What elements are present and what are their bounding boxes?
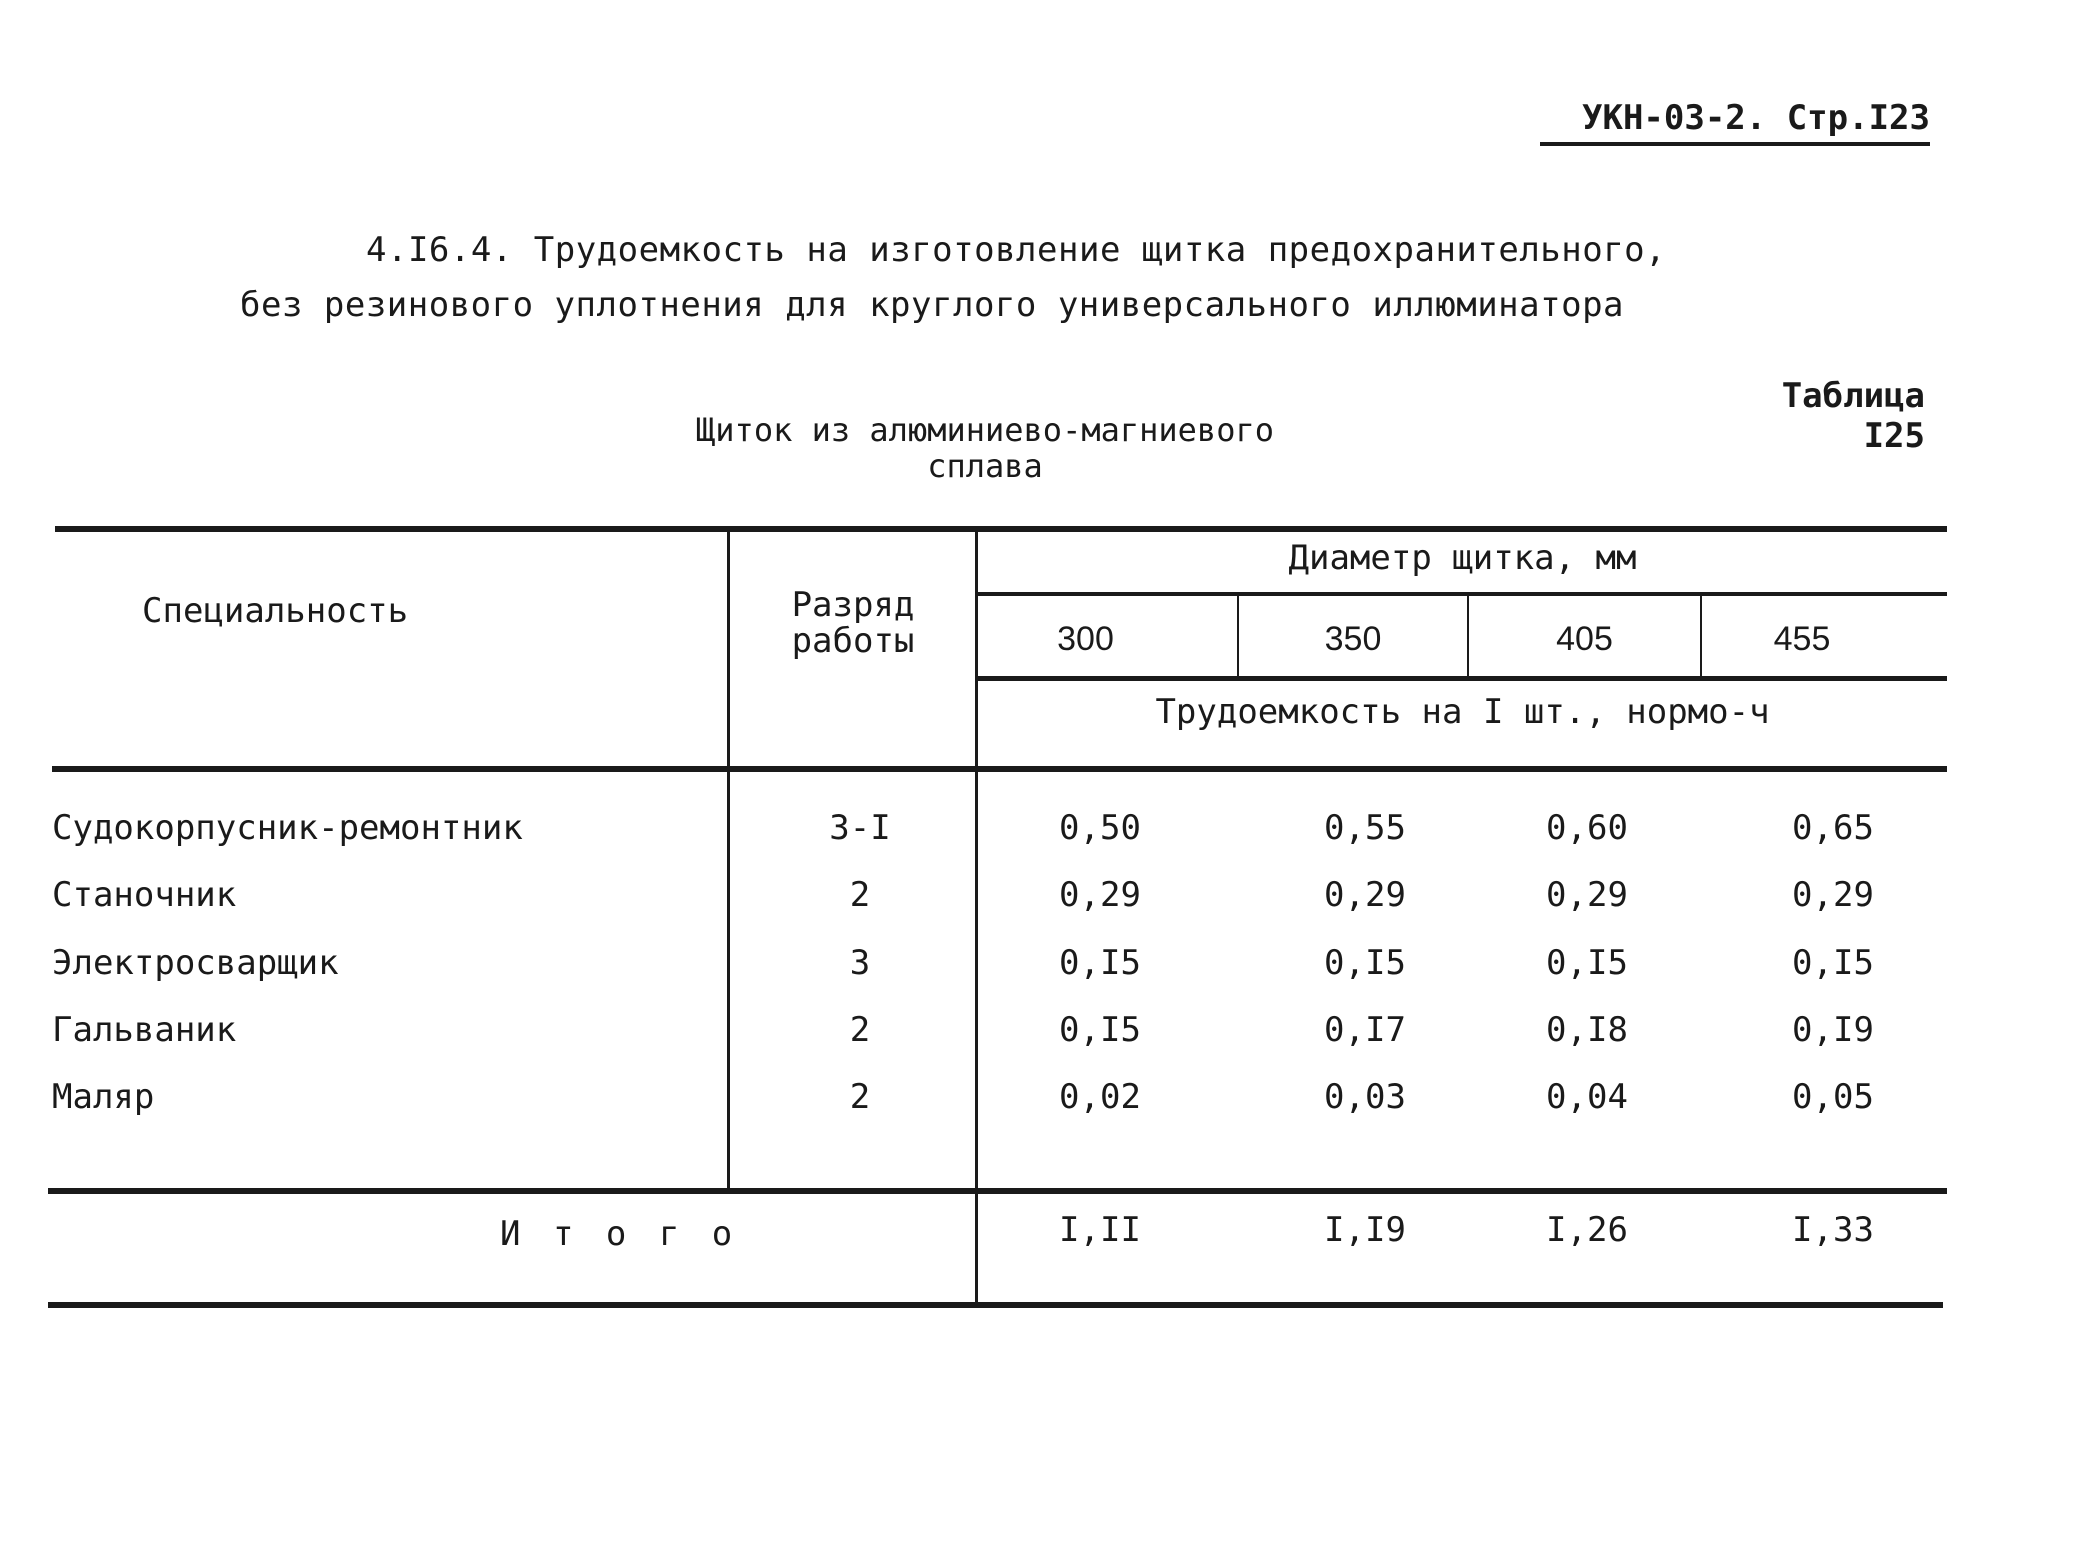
header-diameter-405: 405 bbox=[1556, 620, 1613, 658]
row-value-405: 0,29 bbox=[1546, 875, 1628, 915]
diameters-underline-rule bbox=[978, 676, 1947, 681]
total-300: I,II bbox=[1059, 1210, 1141, 1250]
header-labor: Трудоемкость на I шт., нормо-ч bbox=[1155, 692, 1770, 732]
row-value-300: 0,I5 bbox=[1059, 943, 1141, 983]
total-405: I,26 bbox=[1546, 1210, 1628, 1250]
header-diameter: Диаметр щитка, мм bbox=[1288, 538, 1637, 578]
row-value-455: 0,05 bbox=[1792, 1077, 1874, 1117]
table-top-rule bbox=[55, 526, 1947, 532]
row-specialty: Гальваник bbox=[52, 1010, 237, 1050]
row-value-350: 0,29 bbox=[1324, 875, 1406, 915]
header-diameter-455: 455 bbox=[1773, 620, 1831, 658]
subtitle-line-1: Щиток из алюминиево-магниевого bbox=[696, 411, 1274, 449]
row-grade: 2 bbox=[849, 875, 871, 915]
row-value-455: 0,29 bbox=[1792, 875, 1874, 915]
total-455: I,33 bbox=[1792, 1210, 1874, 1250]
total-label: И т о г о bbox=[500, 1214, 739, 1254]
diameter-underline-rule bbox=[978, 592, 1947, 596]
row-specialty: Станочник bbox=[52, 875, 237, 915]
header-diameter-350: 350 bbox=[1324, 620, 1382, 658]
row-value-405: 0,60 bbox=[1546, 808, 1628, 848]
row-specialty: Судокорпусник-ремонтник bbox=[52, 808, 523, 848]
table-label: Таблица I25 bbox=[1781, 376, 1925, 456]
row-value-455: 0,I5 bbox=[1792, 943, 1874, 983]
header-bottom-rule bbox=[52, 766, 1947, 772]
header-grade-line-1: Разряд bbox=[791, 585, 915, 625]
row-value-350: 0,55 bbox=[1324, 808, 1406, 848]
section-title-line-1: 4.I6.4. Трудоемкость на изготовление щитка предохранительного, bbox=[366, 230, 1667, 270]
header-specialty: Специальность bbox=[142, 591, 409, 631]
row-grade: 2 bbox=[849, 1077, 871, 1117]
row-grade: 3-I bbox=[829, 808, 891, 848]
page-header: УКН-03-2. Стр.I23 bbox=[1540, 98, 1930, 146]
header-grade-line-2: работы bbox=[791, 621, 915, 661]
row-value-300: 0,I5 bbox=[1059, 1010, 1141, 1050]
table-subtitle bbox=[660, 412, 1310, 484]
section-title-line-2: без резинового уплотнения для круглого универсального иллюминатора bbox=[240, 285, 1625, 325]
column-divider-specialty bbox=[727, 528, 730, 1188]
table-bottom-rule bbox=[48, 1302, 1943, 1308]
row-specialty: Электросварщик bbox=[52, 943, 339, 983]
row-value-405: 0,I5 bbox=[1546, 943, 1628, 983]
header-grade bbox=[731, 587, 975, 659]
totals-top-rule bbox=[48, 1188, 1947, 1194]
row-value-455: 0,I9 bbox=[1792, 1010, 1874, 1050]
row-value-405: 0,I8 bbox=[1546, 1010, 1628, 1050]
subtitle-line-2: сплава bbox=[927, 447, 1043, 485]
row-specialty: Маляр bbox=[52, 1077, 155, 1117]
row-value-350: 0,I5 bbox=[1324, 943, 1406, 983]
row-value-350: 0,03 bbox=[1324, 1077, 1406, 1117]
row-value-300: 0,50 bbox=[1059, 808, 1141, 848]
row-value-405: 0,04 bbox=[1546, 1077, 1628, 1117]
row-value-300: 0,29 bbox=[1059, 875, 1141, 915]
row-value-350: 0,I7 bbox=[1324, 1010, 1406, 1050]
row-value-300: 0,02 bbox=[1059, 1077, 1141, 1117]
row-value-455: 0,65 bbox=[1792, 808, 1874, 848]
row-grade: 3 bbox=[849, 943, 871, 983]
header-diameter-300: 300 bbox=[1057, 620, 1114, 658]
row-grade: 2 bbox=[849, 1010, 871, 1050]
total-350: I,I9 bbox=[1324, 1210, 1406, 1250]
